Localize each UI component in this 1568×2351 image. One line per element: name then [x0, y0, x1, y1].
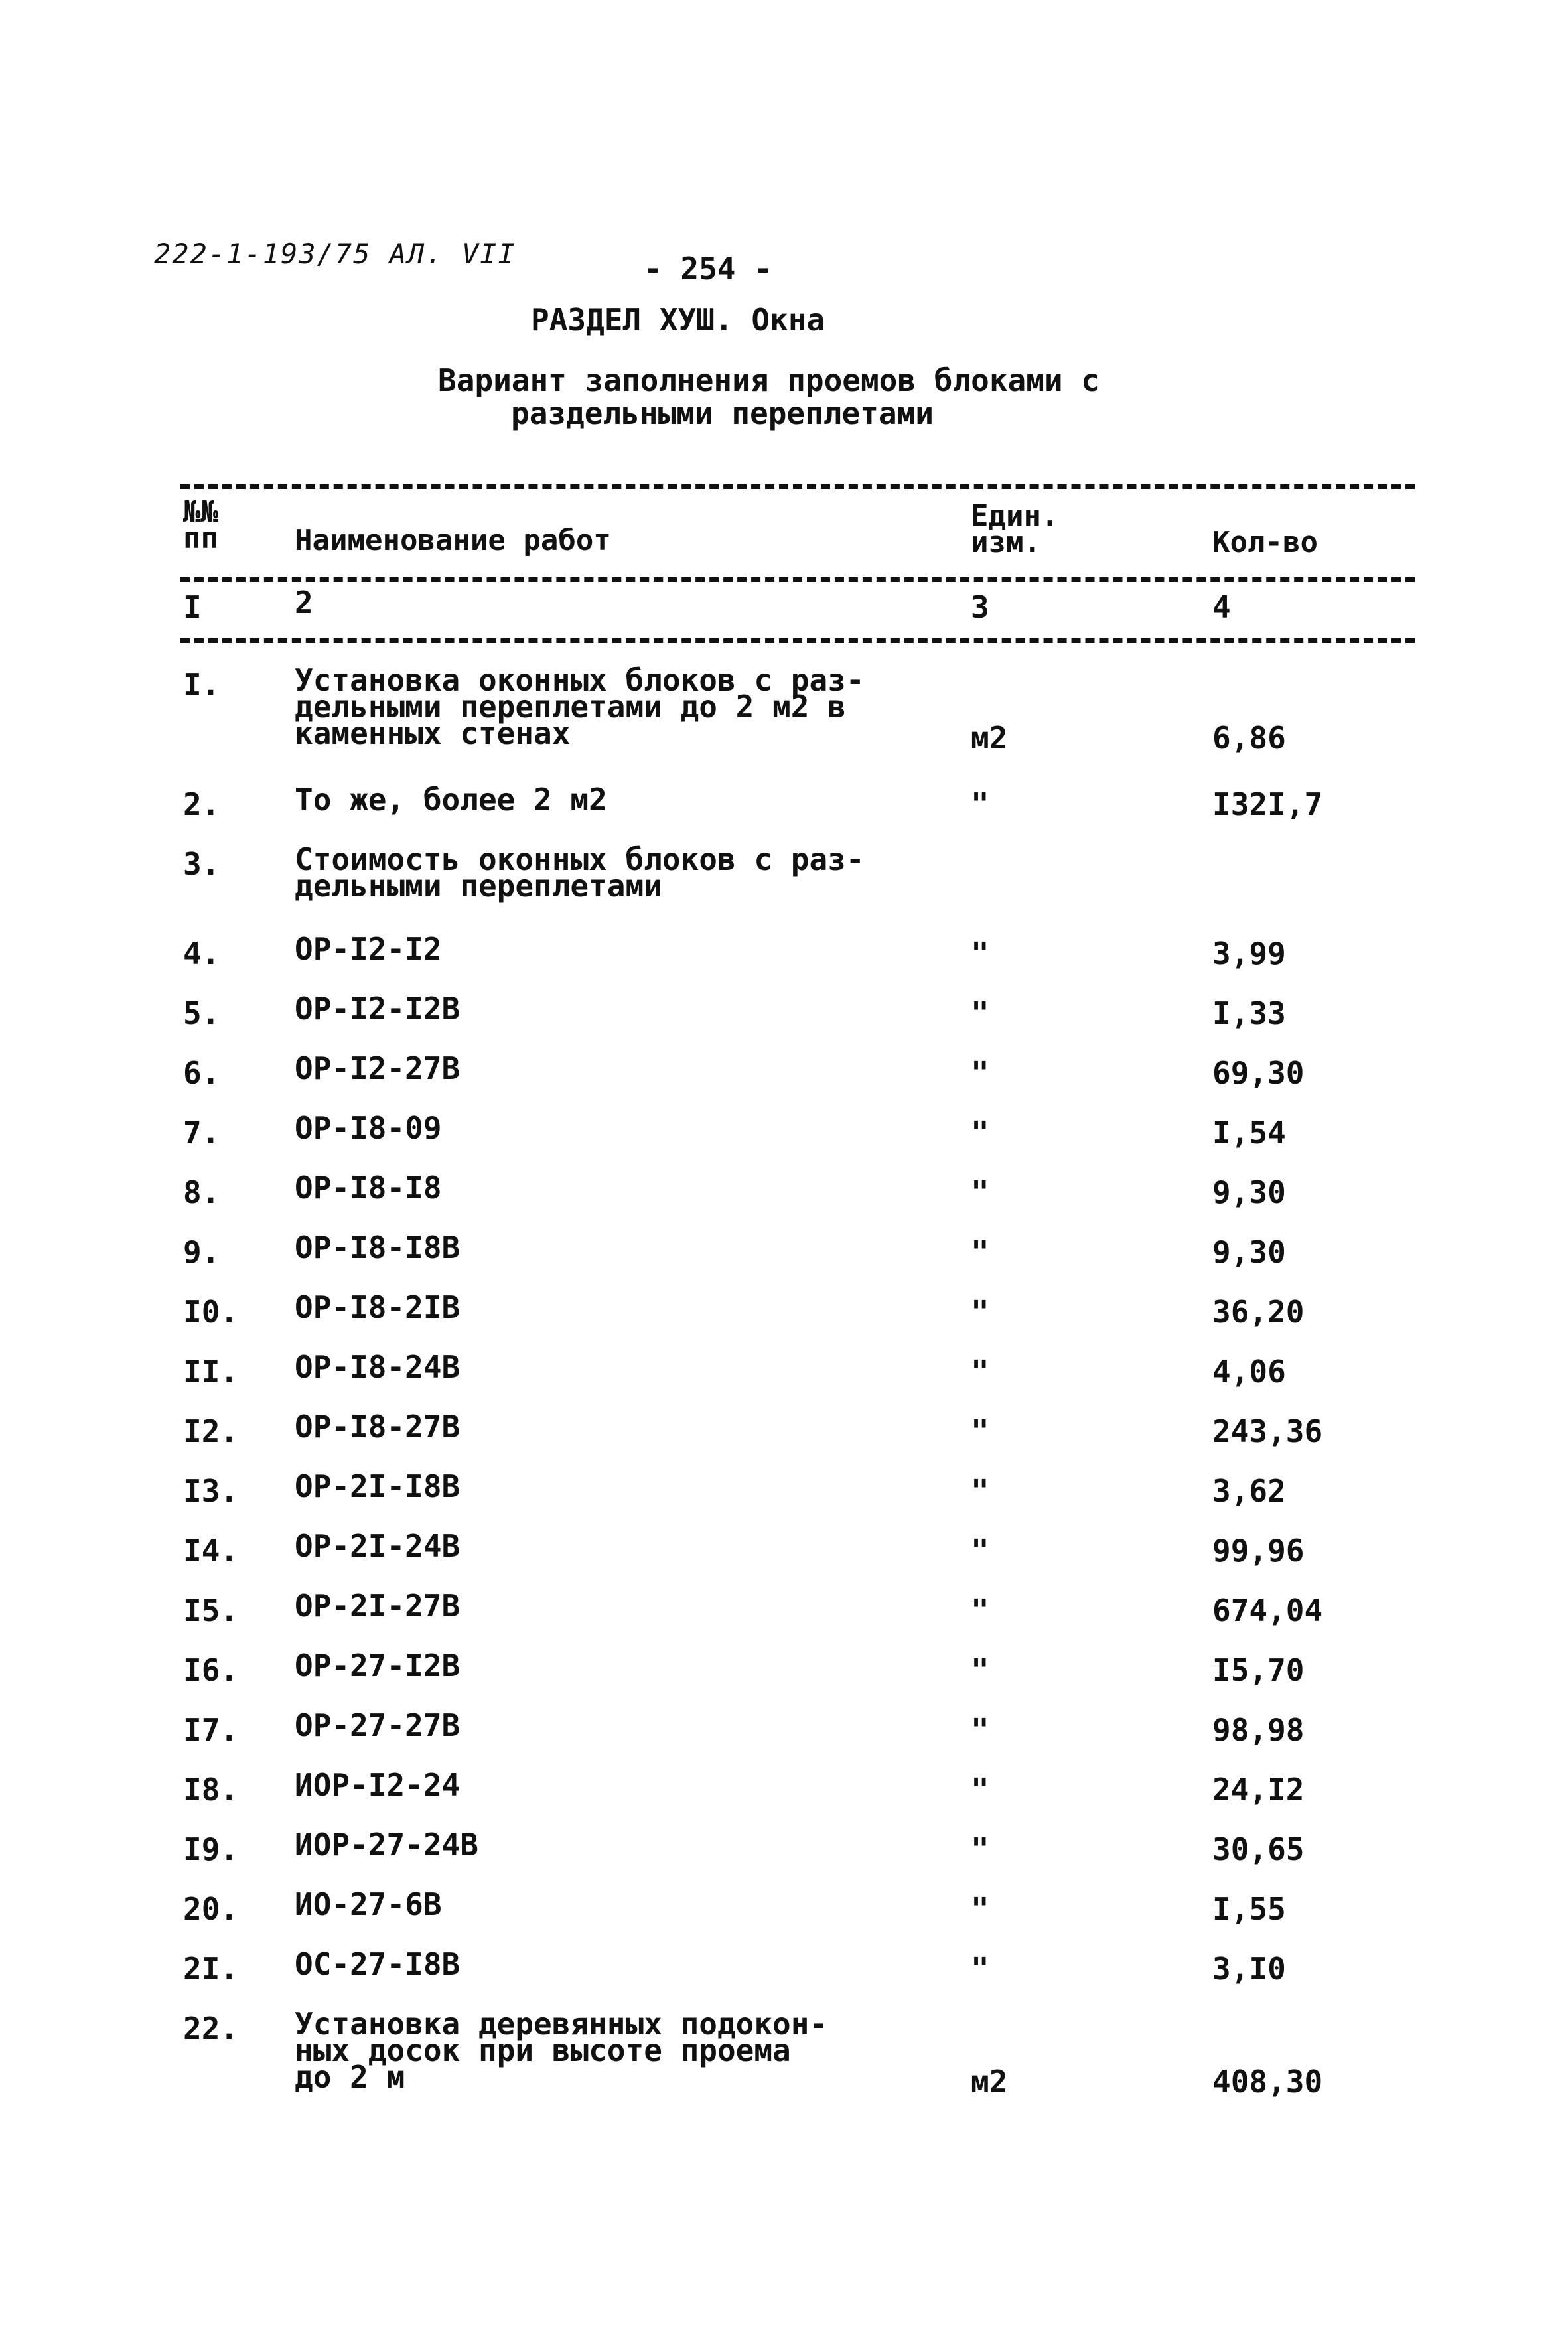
row-quantity: 3,62 [1212, 1473, 1286, 1509]
row-unit: " [971, 1652, 989, 1688]
row-work-name-line: ОР-I2-I2 [295, 931, 442, 967]
row-work-name [295, 991, 905, 1027]
row-number: 4. [183, 936, 220, 971]
row-number: I9. [183, 1831, 239, 1867]
row-unit: " [971, 1175, 989, 1210]
row-unit: " [971, 936, 989, 971]
row-number: 22. [183, 2011, 239, 2046]
row-work-name [295, 1707, 905, 1743]
row-work-name-line: То же, более 2 м2 [295, 782, 607, 818]
row-unit: " [971, 1055, 989, 1091]
row-number: I7. [183, 1712, 239, 1748]
row-quantity: 30,65 [1212, 1831, 1305, 1867]
row-number: I5. [183, 1593, 239, 1628]
row-number: I2. [183, 1413, 239, 1449]
row-quantity: 9,30 [1212, 1175, 1286, 1210]
row-work-name-line: ОС-27-I8В [295, 1946, 461, 1982]
row-unit: м2 [971, 2064, 1008, 2100]
row-work-name [295, 662, 905, 751]
header-qty: Кол-во [1212, 526, 1318, 559]
row-quantity: I,33 [1212, 995, 1286, 1031]
row-unit: " [971, 1413, 989, 1449]
page-number: - 254 - [644, 251, 772, 287]
row-work-name [295, 1409, 905, 1445]
row-number: I6. [183, 1652, 239, 1688]
row-work-name-line: ИО-27-6В [295, 1887, 442, 1922]
row-quantity: 24,I2 [1212, 1772, 1305, 1808]
row-work-name [295, 1110, 905, 1146]
row-work-name-line: ОР-27-27В [295, 1707, 461, 1743]
row-number: 2I. [183, 1951, 239, 1987]
row-number: 8. [183, 1175, 220, 1210]
row-quantity: 9,30 [1212, 1234, 1286, 1270]
row-number: 9. [183, 1234, 220, 1270]
row-work-name [295, 1887, 905, 1922]
row-work-name-line: ных досок при высоте проема [295, 2032, 791, 2068]
row-work-name-line: ОР-I8-27В [295, 1409, 461, 1445]
row-number: I3. [183, 1473, 239, 1509]
row-work-name-line: Стоимость оконных блоков с раз- [295, 841, 865, 877]
row-unit: " [971, 1831, 989, 1867]
row-quantity: 6,86 [1212, 720, 1286, 756]
row-work-name-line: дельными переплетами до 2 м2 в [295, 689, 846, 725]
row-work-name [295, 1230, 905, 1265]
row-work-name [295, 1050, 905, 1086]
row-number: I4. [183, 1533, 239, 1569]
row-number: 6. [183, 1055, 220, 1091]
row-work-name-line: до 2 м [295, 2059, 405, 2095]
row-work-name-line: ОР-27-I2В [295, 1648, 461, 1683]
row-work-name-line: ОР-I8-I8 [295, 1170, 442, 1206]
table-rule-header [180, 577, 1415, 582]
row-unit: " [971, 1354, 989, 1389]
row-work-name [295, 1528, 905, 1564]
row-work-name-line: дельными переплетами [295, 868, 662, 904]
row-quantity: 36,20 [1212, 1294, 1305, 1330]
row-unit: " [971, 1294, 989, 1330]
row-number: 5. [183, 995, 220, 1031]
row-work-name [295, 1946, 905, 1982]
row-work-name [295, 841, 905, 904]
row-quantity: 408,30 [1212, 2064, 1323, 2100]
column-number-1: I [183, 589, 202, 625]
row-quantity: 3,I0 [1212, 1951, 1286, 1987]
row-number: 7. [183, 1115, 220, 1151]
header-unit-line-2: изм. [971, 526, 1041, 559]
subtitle-line-2: раздельными переплетами [511, 395, 934, 431]
row-quantity: 3,99 [1212, 936, 1286, 971]
row-work-name-line: ОР-2I-24В [295, 1528, 461, 1564]
row-unit: " [971, 1533, 989, 1569]
row-work-name-line: ОР-I8-2IВ [295, 1289, 461, 1325]
row-unit: м2 [971, 720, 1008, 756]
row-unit: " [971, 1115, 989, 1151]
row-work-name-line: ОР-I8-I8В [295, 1230, 461, 1265]
row-work-name [295, 1767, 905, 1803]
row-number: 3. [183, 846, 220, 882]
row-quantity: I,54 [1212, 1115, 1286, 1151]
row-number: II. [183, 1354, 239, 1389]
row-work-name-line: ОР-I8-24В [295, 1349, 461, 1385]
subtitle-line-1: Вариант заполнения проемов блоками с [438, 362, 1100, 398]
row-work-name-line: ИОР-I2-24 [295, 1767, 461, 1803]
row-unit: " [971, 995, 989, 1031]
row-number: 2. [183, 786, 220, 822]
document-stamp: 222-1-193/75 АЛ. VII [154, 238, 516, 270]
row-work-name-line: ОР-I2-I2В [295, 991, 461, 1027]
header-num [183, 495, 218, 555]
row-work-name [295, 2006, 905, 2095]
column-number-2: 2 [295, 585, 313, 620]
row-quantity: 674,04 [1212, 1593, 1323, 1628]
section-title: РАЗДЕЛ ХУШ. Окна [531, 302, 825, 338]
row-unit: " [971, 1473, 989, 1509]
row-work-name [295, 1289, 905, 1325]
row-quantity: 4,06 [1212, 1354, 1286, 1389]
row-work-name [295, 931, 905, 967]
row-unit: " [971, 1712, 989, 1748]
row-number: I. [183, 667, 220, 703]
row-unit: " [971, 1891, 989, 1927]
row-unit: " [971, 1234, 989, 1270]
table-rule-columns [180, 638, 1415, 643]
row-unit: " [971, 1951, 989, 1987]
header-num-line-2: пп [183, 522, 218, 555]
row-number: I0. [183, 1294, 239, 1330]
row-work-name-line: ОР-2I-27В [295, 1588, 461, 1624]
row-work-name [295, 1648, 905, 1683]
table-rule-top [180, 484, 1415, 489]
header-unit [971, 499, 1059, 559]
column-number-4: 4 [1212, 589, 1231, 625]
row-quantity: I32I,7 [1212, 786, 1323, 822]
header-unit-line-1: Един. [971, 499, 1059, 533]
row-unit: " [971, 1593, 989, 1628]
row-work-name [295, 1468, 905, 1504]
row-number: 20. [183, 1891, 239, 1927]
row-work-name-line: Установка деревянных подокон- [295, 2006, 828, 2042]
row-quantity: 243,36 [1212, 1413, 1323, 1449]
row-work-name-line: Установка оконных блоков с раз- [295, 662, 865, 698]
row-work-name-line: ОР-I2-27В [295, 1050, 461, 1086]
row-unit: " [971, 1772, 989, 1808]
row-quantity: I,55 [1212, 1891, 1286, 1927]
column-number-3: 3 [971, 589, 989, 625]
row-work-name-line: каменных стенах [295, 715, 571, 751]
subtitle [438, 364, 1100, 430]
row-work-name-line: ОР-2I-I8В [295, 1468, 461, 1504]
row-work-name-line: ИОР-27-24В [295, 1827, 478, 1863]
row-work-name [295, 1349, 905, 1385]
row-work-name [295, 1827, 905, 1863]
row-quantity: 99,96 [1212, 1533, 1305, 1569]
row-number: I8. [183, 1772, 239, 1808]
row-work-name-line: ОР-I8-09 [295, 1110, 442, 1146]
row-work-name [295, 782, 905, 818]
row-quantity: 98,98 [1212, 1712, 1305, 1748]
row-unit: " [971, 786, 989, 822]
row-quantity: I5,70 [1212, 1652, 1305, 1688]
row-work-name [295, 1588, 905, 1624]
header-name: Наименование работ [295, 524, 611, 557]
header-num-line-1: №№ [183, 495, 218, 529]
row-work-name [295, 1170, 905, 1206]
row-quantity: 69,30 [1212, 1055, 1305, 1091]
